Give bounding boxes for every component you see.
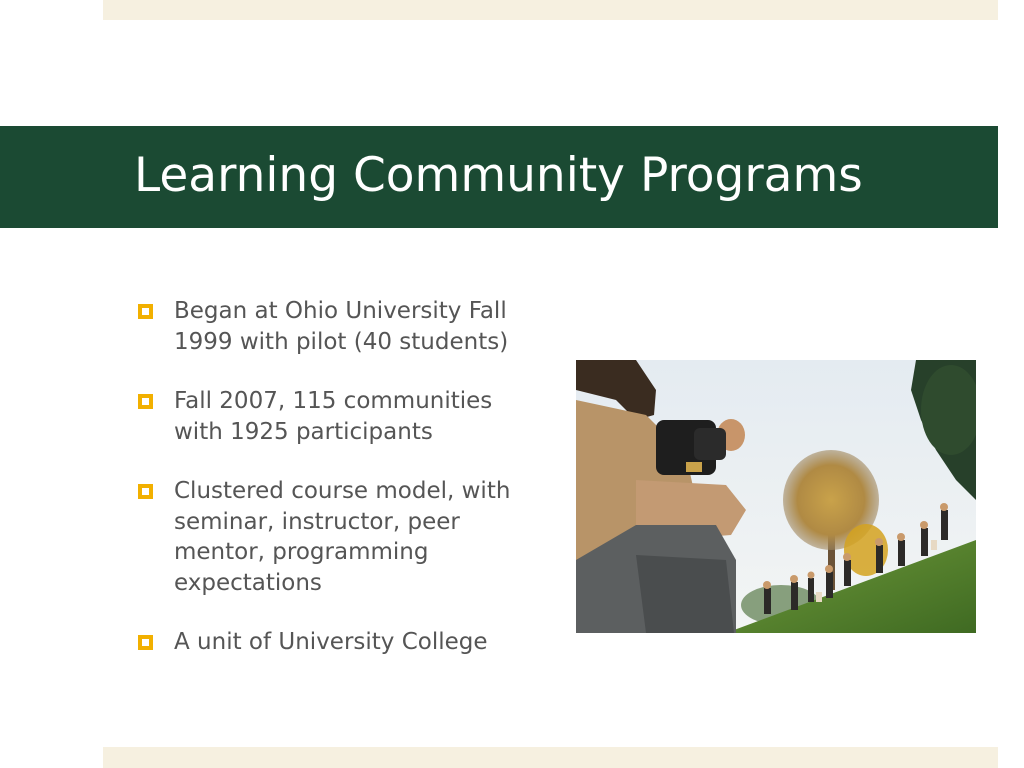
photographer-photo [576,360,976,633]
bullet-item [134,386,534,447]
bullet-text: Began at Ohio University Fall 1999 with pilot (40 students) [174,298,509,355]
bullet-text: Fall 2007, 115 communities with 1925 participants [174,388,493,445]
bullet-square-icon [138,394,153,409]
photo-illustration [576,360,976,633]
slide-title: Learning Community Programs [134,148,863,203]
bottom-accent-band [103,747,998,768]
bullet-text: A unit of University College [174,629,488,655]
bullet-item [134,476,534,598]
bullet-square-icon [138,635,153,650]
bullet-item [134,627,534,658]
bullet-item [134,296,534,357]
bullet-list [134,296,534,687]
bullet-square-icon [138,484,153,499]
bullet-square-icon [138,304,153,319]
bullet-text: Clustered course model, with seminar, instructor, peer mentor, programming expectations [174,478,511,596]
top-accent-band [103,0,998,20]
